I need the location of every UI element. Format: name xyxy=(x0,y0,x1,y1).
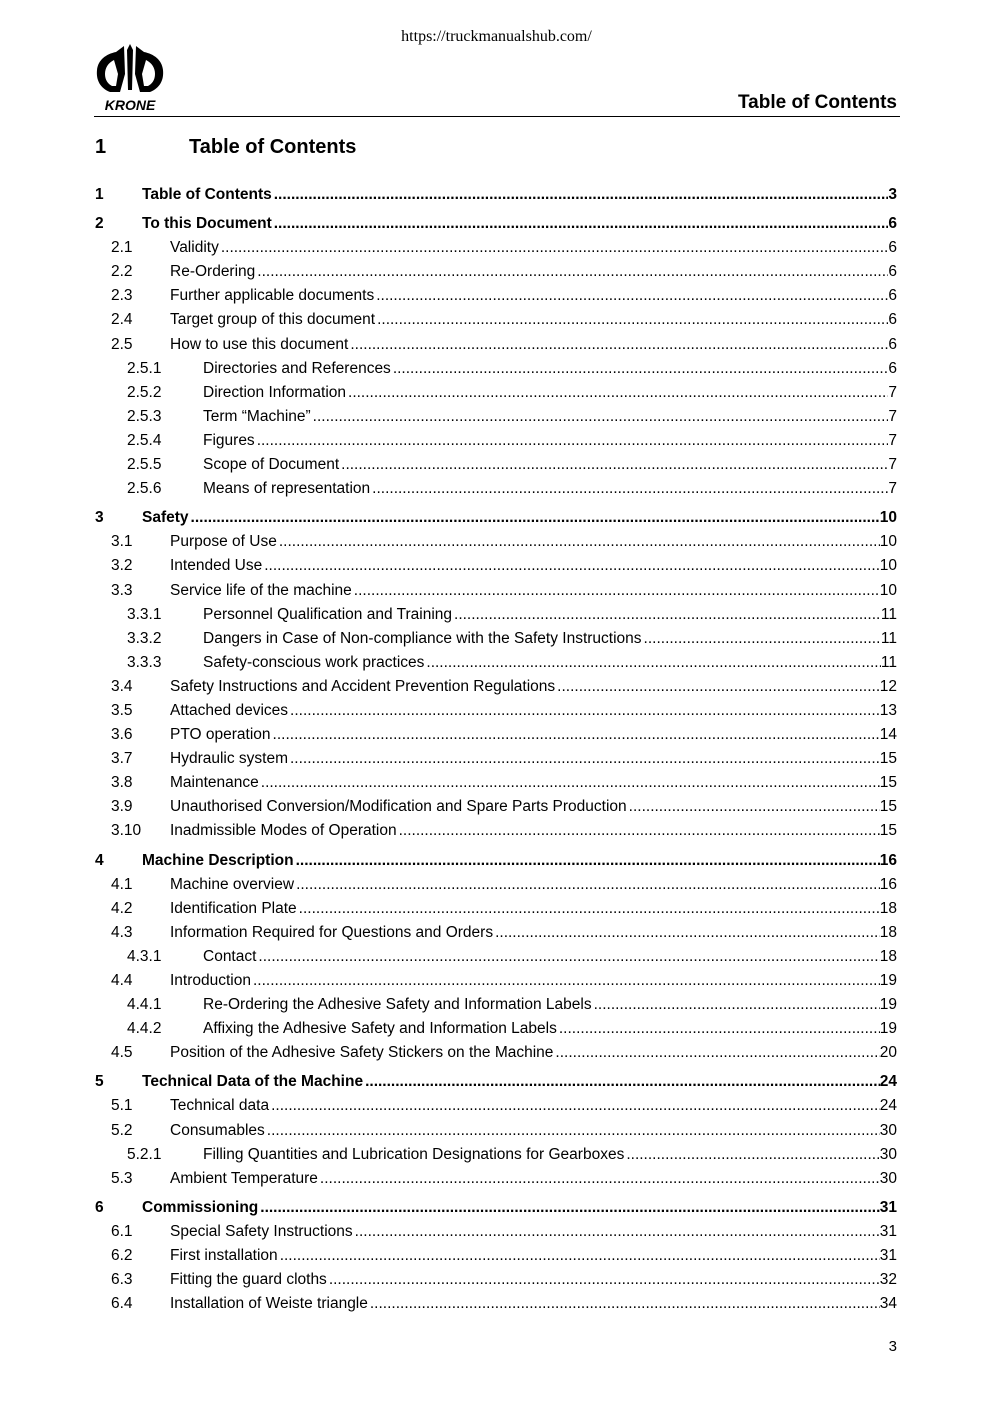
toc-entry-line xyxy=(170,1097,897,1115)
toc-entry-line xyxy=(203,384,897,402)
toc-entry-title[interactable]: Term “Machine” xyxy=(203,407,311,425)
toc-leader-dots xyxy=(279,533,880,551)
toc-entry-number: 6.1 xyxy=(111,1222,133,1240)
toc-entry-number: 3.3.2 xyxy=(127,629,162,647)
toc-entry[interactable] xyxy=(0,945,993,969)
toc-entry-page[interactable]: 19 xyxy=(879,972,897,989)
toc-entry[interactable] xyxy=(0,651,993,675)
toc-entry[interactable] xyxy=(0,627,993,651)
toc-entry-line xyxy=(170,750,897,768)
toc-entry[interactable] xyxy=(0,381,993,405)
toc-entry-page[interactable]: 7 xyxy=(888,480,897,498)
toc-entry[interactable] xyxy=(0,333,993,357)
toc-entry-line xyxy=(203,1146,897,1164)
toc-entry-page[interactable]: 18 xyxy=(879,899,897,917)
toc-entry-page[interactable]: 30 xyxy=(879,1169,897,1187)
toc-entry-page[interactable]: 6 xyxy=(888,287,897,305)
toc-entry[interactable] xyxy=(0,429,993,453)
toc-entry-line xyxy=(203,630,897,648)
header-divider xyxy=(94,116,900,117)
toc-entry[interactable] xyxy=(0,477,993,501)
toc-leader-dots xyxy=(348,384,888,402)
toc-entry-line xyxy=(203,432,897,450)
toc-entry-title[interactable]: Validity xyxy=(170,239,219,257)
toc-entry-line xyxy=(142,509,897,527)
toc-entry-line xyxy=(170,924,897,942)
toc-entry-title[interactable]: Information Required for Questions and Orders xyxy=(170,923,494,941)
toc-entry-page[interactable]: 15 xyxy=(879,774,897,792)
toc-entry-title[interactable]: First installation xyxy=(170,1247,278,1265)
toc-leader-dots xyxy=(626,1146,879,1164)
toc-entry-page[interactable]: 10 xyxy=(879,581,897,599)
toc-leader-dots xyxy=(393,360,889,378)
page-number: 3 xyxy=(888,1338,897,1355)
toc-entry-number: 3.7 xyxy=(111,750,133,768)
toc-entry[interactable] xyxy=(0,969,993,993)
toc-leader-dots xyxy=(557,678,880,696)
toc-entry-title[interactable]: Technical Data of the Machine xyxy=(142,1073,364,1091)
toc-entry-page[interactable]: 11 xyxy=(880,605,897,623)
toc-entry-line xyxy=(203,654,897,672)
toc-entry-page[interactable]: 30 xyxy=(879,1121,897,1139)
toc-entry-page[interactable]: 14 xyxy=(879,726,897,744)
toc-leader-dots xyxy=(290,702,880,720)
toc-entry[interactable] xyxy=(0,849,993,873)
toc-leader-dots xyxy=(399,822,880,840)
toc-entry-page[interactable]: 34 xyxy=(879,1295,897,1313)
toc-entry-page[interactable]: 7 xyxy=(888,431,897,449)
toc-leader-dots xyxy=(354,582,880,600)
toc-entry-page[interactable]: 7 xyxy=(888,456,897,474)
running-header-title: Table of Contents xyxy=(737,92,897,113)
page-title-text: Table of Contents xyxy=(189,136,357,158)
toc-entry[interactable] xyxy=(0,1196,993,1220)
toc-entry-page[interactable]: 31 xyxy=(879,1198,897,1216)
toc-entry-title[interactable]: Hydraulic system xyxy=(170,750,288,768)
toc-entry-title[interactable]: Dangers in Case of Non-compliance with the Safety Instructions xyxy=(203,629,642,647)
toc-leader-dots xyxy=(629,798,880,816)
toc-leader-dots xyxy=(376,287,888,305)
toc-entry-number: 2.5.1 xyxy=(127,359,162,377)
toc-entry-title[interactable]: Safety-conscious work practices xyxy=(203,653,425,671)
toc-entry-title[interactable]: Table of Contents xyxy=(142,186,272,203)
toc-entry[interactable] xyxy=(0,357,993,381)
toc-entry-line xyxy=(170,1271,897,1289)
toc-leader-dots xyxy=(261,774,880,792)
toc-entry-title[interactable]: Direction Information xyxy=(203,383,347,401)
toc-leader-dots xyxy=(257,432,889,450)
toc-entry[interactable] xyxy=(0,699,993,723)
toc-entry-line xyxy=(203,456,897,474)
toc-entry[interactable] xyxy=(0,579,993,603)
toc-entry-title[interactable]: Further applicable documents xyxy=(170,287,375,305)
toc-entry-number: 5.3 xyxy=(111,1169,133,1187)
toc-entry-title[interactable]: Position of the Adhesive Safety Stickers on the Machine xyxy=(170,1044,554,1062)
toc-leader-dots xyxy=(372,480,888,498)
toc-entry[interactable] xyxy=(0,284,993,308)
toc-entry-line xyxy=(170,900,897,918)
toc-entry-title[interactable]: Purpose of Use xyxy=(170,533,277,551)
krone-logo xyxy=(94,44,166,114)
toc-entry-number: 2.5.5 xyxy=(127,456,162,474)
toc-entry[interactable] xyxy=(0,1244,993,1268)
toc-leader-dots xyxy=(313,408,889,426)
toc-entry-line xyxy=(170,726,897,744)
toc-leader-dots xyxy=(274,186,889,204)
toc-entry-line xyxy=(170,1044,897,1062)
toc-entry-title[interactable]: Fitting the guard cloths xyxy=(170,1271,327,1289)
toc-entry-page[interactable]: 10 xyxy=(879,557,897,575)
toc-entry-number: 4.4.1 xyxy=(127,996,162,1014)
toc-entry-number: 4.4.2 xyxy=(127,1020,162,1038)
toc-entry-line xyxy=(170,533,897,551)
toc-entry-number: 4 xyxy=(95,851,104,869)
toc-entry-number: 4.1 xyxy=(111,875,133,893)
toc-entry-title[interactable]: Introduction xyxy=(170,972,251,989)
toc-entry-page[interactable]: 7 xyxy=(888,407,897,425)
toc-entry-number: 2.5 xyxy=(111,335,133,353)
toc-entry-page[interactable]: 11 xyxy=(880,629,897,647)
toc-leader-dots xyxy=(264,557,880,575)
toc-entry-number: 2.5.4 xyxy=(127,431,162,449)
toc-entry-line xyxy=(142,1073,897,1091)
toc-entry-line xyxy=(170,336,897,354)
table-of-contents xyxy=(0,178,993,1316)
toc-entry-number: 3.3.3 xyxy=(127,653,162,671)
toc-entry[interactable] xyxy=(0,993,993,1017)
toc-entry-line xyxy=(203,606,897,624)
toc-entry-title[interactable]: Target group of this document xyxy=(170,311,376,329)
toc-entry[interactable] xyxy=(0,747,993,771)
toc-entry-page[interactable]: 18 xyxy=(879,947,897,965)
toc-entry-number: 5 xyxy=(95,1073,104,1091)
toc-entry[interactable] xyxy=(0,1268,993,1292)
toc-entry[interactable] xyxy=(0,183,993,207)
toc-entry-page[interactable]: 24 xyxy=(879,1097,897,1115)
toc-entry-line xyxy=(170,798,897,816)
toc-entry-page[interactable]: 6 xyxy=(888,359,897,377)
toc-entry-line xyxy=(170,311,897,329)
toc-entry-page[interactable]: 7 xyxy=(888,383,897,401)
toc-entry-number: 4.3.1 xyxy=(127,947,162,965)
toc-entry-number: 2.5.3 xyxy=(127,407,162,425)
toc-entry-number: 6.4 xyxy=(111,1295,133,1313)
toc-leader-dots xyxy=(253,972,880,990)
toc-entry[interactable] xyxy=(0,1143,993,1167)
toc-entry-line xyxy=(203,408,897,426)
toc-entry-number: 4.2 xyxy=(111,899,133,917)
toc-leader-dots xyxy=(257,263,888,281)
toc-leader-dots xyxy=(377,311,888,329)
toc-entry-page[interactable]: 24 xyxy=(879,1073,897,1091)
toc-entry[interactable] xyxy=(0,675,993,699)
toc-leader-dots xyxy=(355,1223,880,1241)
toc-entry-number: 2.2 xyxy=(111,263,133,281)
toc-entry-page[interactable]: 30 xyxy=(879,1145,897,1163)
toc-leader-dots xyxy=(454,606,881,624)
toc-entry-page[interactable]: 16 xyxy=(879,875,897,893)
toc-leader-dots xyxy=(350,336,888,354)
toc-entry-line xyxy=(203,948,897,966)
toc-entry-title[interactable]: Technical data xyxy=(170,1097,270,1115)
toc-entry-title[interactable]: Inadmissible Modes of Operation xyxy=(170,822,397,840)
toc-entry-number: 3.8 xyxy=(111,774,133,792)
toc-entry[interactable] xyxy=(0,819,993,843)
toc-entry-page[interactable]: 15 xyxy=(879,798,897,816)
toc-entry-page[interactable]: 6 xyxy=(888,215,897,233)
page-title-number: 1 xyxy=(95,136,107,158)
toc-entry-line xyxy=(170,1223,897,1241)
toc-entry-title[interactable]: Figures xyxy=(203,431,255,449)
toc-entry[interactable] xyxy=(0,795,993,819)
toc-entry-line xyxy=(170,774,897,792)
toc-entry[interactable] xyxy=(0,236,993,260)
toc-entry-title[interactable]: Affixing the Adhesive Safety and Information Labels xyxy=(203,1020,557,1038)
toc-entry-number: 4.5 xyxy=(111,1044,133,1062)
toc-leader-dots xyxy=(221,239,889,257)
toc-entry[interactable] xyxy=(0,212,993,236)
toc-entry-page[interactable]: 10 xyxy=(879,509,897,527)
toc-entry-line xyxy=(203,360,897,378)
toc-leader-dots xyxy=(426,654,881,672)
toc-entry[interactable] xyxy=(0,554,993,578)
toc-entry[interactable] xyxy=(0,873,993,897)
toc-entry-title[interactable]: Identification Plate xyxy=(170,899,297,917)
toc-leader-dots xyxy=(260,1199,879,1217)
toc-leader-dots xyxy=(299,900,880,918)
toc-entry[interactable] xyxy=(0,308,993,332)
toc-entry-page[interactable]: 13 xyxy=(879,701,897,719)
toc-entry-page[interactable]: 31 xyxy=(879,1247,897,1265)
toc-leader-dots xyxy=(271,1097,880,1115)
toc-entry-line xyxy=(170,1170,897,1188)
toc-entry-page[interactable]: 19 xyxy=(879,1020,897,1038)
toc-entry-page[interactable]: 32 xyxy=(879,1271,897,1289)
toc-leader-dots xyxy=(644,630,881,648)
toc-entry-page[interactable]: 19 xyxy=(879,996,897,1014)
toc-entry-line xyxy=(142,186,897,204)
toc-entry-title[interactable]: Intended Use xyxy=(170,557,263,575)
toc-entry-page[interactable]: 6 xyxy=(888,263,897,281)
toc-entry-line xyxy=(170,1247,897,1265)
toc-leader-dots xyxy=(370,1295,880,1313)
toc-entry[interactable] xyxy=(0,1041,993,1065)
toc-entry-line xyxy=(203,996,897,1014)
toc-entry-line xyxy=(170,822,897,840)
toc-entry[interactable] xyxy=(0,921,993,945)
toc-leader-dots xyxy=(290,750,880,768)
toc-entry-title[interactable]: Ambient Temperature xyxy=(170,1169,318,1187)
toc-entry-page[interactable]: 20 xyxy=(879,1044,897,1062)
toc-entry-page[interactable]: 31 xyxy=(879,1222,897,1240)
toc-entry-page[interactable]: 11 xyxy=(880,653,897,671)
toc-entry-title[interactable]: Unauthorised Conversion/Modification and Spare Parts Production xyxy=(170,798,627,816)
toc-entry[interactable] xyxy=(0,1167,993,1191)
toc-entry-title[interactable]: Safety xyxy=(142,509,189,527)
toc-entry-number: 4.3 xyxy=(111,923,133,941)
toc-entry[interactable] xyxy=(0,453,993,477)
toc-entry[interactable] xyxy=(0,723,993,747)
toc-entry-number: 3.3.1 xyxy=(127,605,162,623)
toc-entry-line xyxy=(170,557,897,575)
toc-leader-dots xyxy=(273,726,880,744)
toc-entry-page[interactable]: 12 xyxy=(879,677,897,695)
toc-entry-title[interactable]: Commissioning xyxy=(142,1198,259,1216)
toc-entry-number: 6 xyxy=(95,1198,104,1216)
toc-leader-dots xyxy=(296,876,880,894)
toc-entry-line xyxy=(170,263,897,281)
toc-leader-dots xyxy=(267,1122,880,1140)
toc-leader-dots xyxy=(320,1170,880,1188)
toc-entry-title[interactable]: Directories and References xyxy=(203,359,391,377)
toc-leader-dots xyxy=(191,509,880,527)
toc-entry-title[interactable]: Re-Ordering the Adhesive Safety and Information Labels xyxy=(203,996,592,1014)
toc-entry[interactable] xyxy=(0,1094,993,1118)
toc-entry-page[interactable]: 6 xyxy=(888,311,897,329)
logo-wordmark: KRONE xyxy=(104,97,156,113)
toc-entry-line xyxy=(170,876,897,894)
toc-entry-number: 3.4 xyxy=(111,677,133,695)
toc-entry[interactable] xyxy=(0,405,993,429)
toc-entry-line xyxy=(142,215,897,233)
toc-leader-dots xyxy=(280,1247,880,1265)
toc-entry-line xyxy=(170,1122,897,1140)
toc-entry-title[interactable]: Machine overview xyxy=(170,875,295,893)
toc-entry-number: 5.2 xyxy=(111,1121,133,1139)
toc-entry-number: 3.2 xyxy=(111,557,133,575)
toc-entry[interactable] xyxy=(0,1070,993,1094)
toc-entry-title[interactable]: Service life of the machine xyxy=(170,581,352,599)
toc-entry-number: 2.5.6 xyxy=(127,480,162,498)
toc-leader-dots xyxy=(365,1073,880,1091)
toc-entry[interactable] xyxy=(0,1292,993,1316)
toc-entry-title[interactable]: PTO operation xyxy=(170,726,271,744)
toc-entry[interactable] xyxy=(0,771,993,795)
toc-entry-number: 1 xyxy=(95,186,104,203)
toc-entry-title[interactable]: Scope of Document xyxy=(203,456,340,474)
source-url[interactable]: https://truckmanualshub.com/ xyxy=(401,28,592,45)
toc-entry[interactable] xyxy=(0,603,993,627)
toc-entry-line xyxy=(170,972,897,990)
toc-entry[interactable] xyxy=(0,1119,993,1143)
toc-entry-page[interactable]: 6 xyxy=(888,335,897,353)
toc-entry-number: 6.2 xyxy=(111,1247,133,1265)
toc-entry-number: 2.3 xyxy=(111,287,133,305)
toc-entry-number: 5.2.1 xyxy=(127,1145,162,1163)
toc-entry-number: 3.10 xyxy=(111,822,142,840)
toc-entry-number: 4.4 xyxy=(111,972,133,989)
toc-entry-title[interactable]: Safety Instructions and Accident Prevention Regulations xyxy=(170,677,556,695)
toc-leader-dots xyxy=(559,1020,880,1038)
toc-entry-page[interactable]: 10 xyxy=(879,533,897,551)
toc-entry-title[interactable]: Means of representation xyxy=(203,480,371,498)
toc-entry-line xyxy=(170,1295,897,1313)
toc-entry-title[interactable]: How to use this document xyxy=(170,335,349,353)
toc-entry-title[interactable]: Contact xyxy=(203,947,257,965)
toc-entry[interactable] xyxy=(0,1017,993,1041)
toc-entry-line xyxy=(170,702,897,720)
toc-entry-page[interactable]: 3 xyxy=(888,186,897,203)
toc-entry-line xyxy=(203,1020,897,1038)
toc-entry-line xyxy=(170,239,897,257)
toc-entry-page[interactable]: 6 xyxy=(888,239,897,257)
toc-entry-title[interactable]: Attached devices xyxy=(170,701,289,719)
toc-entry-title[interactable]: Re-Ordering xyxy=(170,263,256,281)
toc-entry-page[interactable]: 15 xyxy=(879,822,897,840)
toc-entry-number: 3.1 xyxy=(111,533,133,551)
toc-leader-dots xyxy=(341,456,888,474)
toc-entry-number: 6.3 xyxy=(111,1271,133,1289)
toc-leader-dots xyxy=(555,1044,879,1062)
toc-leader-dots xyxy=(296,852,880,870)
toc-entry-line xyxy=(170,287,897,305)
toc-entry[interactable] xyxy=(0,260,993,284)
toc-leader-dots xyxy=(495,924,880,942)
toc-entry-page[interactable]: 15 xyxy=(879,750,897,768)
toc-entry-number: 3.9 xyxy=(111,798,133,816)
toc-entry[interactable] xyxy=(0,1220,993,1244)
toc-entry-number: 2 xyxy=(95,215,104,233)
toc-entry-number: 2.4 xyxy=(111,311,133,329)
toc-entry-title[interactable]: Maintenance xyxy=(170,774,259,792)
toc-entry-line xyxy=(142,1199,897,1217)
toc-entry-title[interactable]: Machine Description xyxy=(142,851,294,869)
toc-entry-line xyxy=(170,582,897,600)
toc-entry-title[interactable]: Installation of Weiste triangle xyxy=(170,1295,368,1313)
toc-entry-page[interactable]: 16 xyxy=(879,851,897,869)
toc-leader-dots xyxy=(329,1271,880,1289)
toc-entry-title[interactable]: To this Document xyxy=(142,215,272,233)
toc-leader-dots xyxy=(258,948,879,966)
toc-entry-line xyxy=(142,852,897,870)
toc-entry-page[interactable]: 18 xyxy=(879,923,897,941)
toc-entry-number: 3.5 xyxy=(111,701,133,719)
toc-entry-title[interactable]: Personnel Qualification and Training xyxy=(203,605,453,623)
toc-entry[interactable] xyxy=(0,897,993,921)
toc-entry-number: 2.1 xyxy=(111,239,133,257)
toc-entry-line xyxy=(203,480,897,498)
toc-entry-number: 3.6 xyxy=(111,726,133,744)
toc-entry-number: 5.1 xyxy=(111,1097,133,1115)
toc-entry-title[interactable]: Special Safety Instructions xyxy=(170,1222,353,1240)
toc-entry-title[interactable]: Consumables xyxy=(170,1121,265,1139)
toc-entry[interactable] xyxy=(0,506,993,530)
toc-entry-number: 3 xyxy=(95,509,104,527)
toc-leader-dots xyxy=(594,996,880,1014)
toc-leader-dots xyxy=(274,215,889,233)
toc-entry[interactable] xyxy=(0,530,993,554)
toc-entry-line xyxy=(170,678,897,696)
toc-entry-number: 3.3 xyxy=(111,581,133,599)
toc-entry-title[interactable]: Filling Quantities and Lubrication Designations for Gearboxes xyxy=(203,1145,625,1163)
toc-entry-number: 2.5.2 xyxy=(127,383,162,401)
